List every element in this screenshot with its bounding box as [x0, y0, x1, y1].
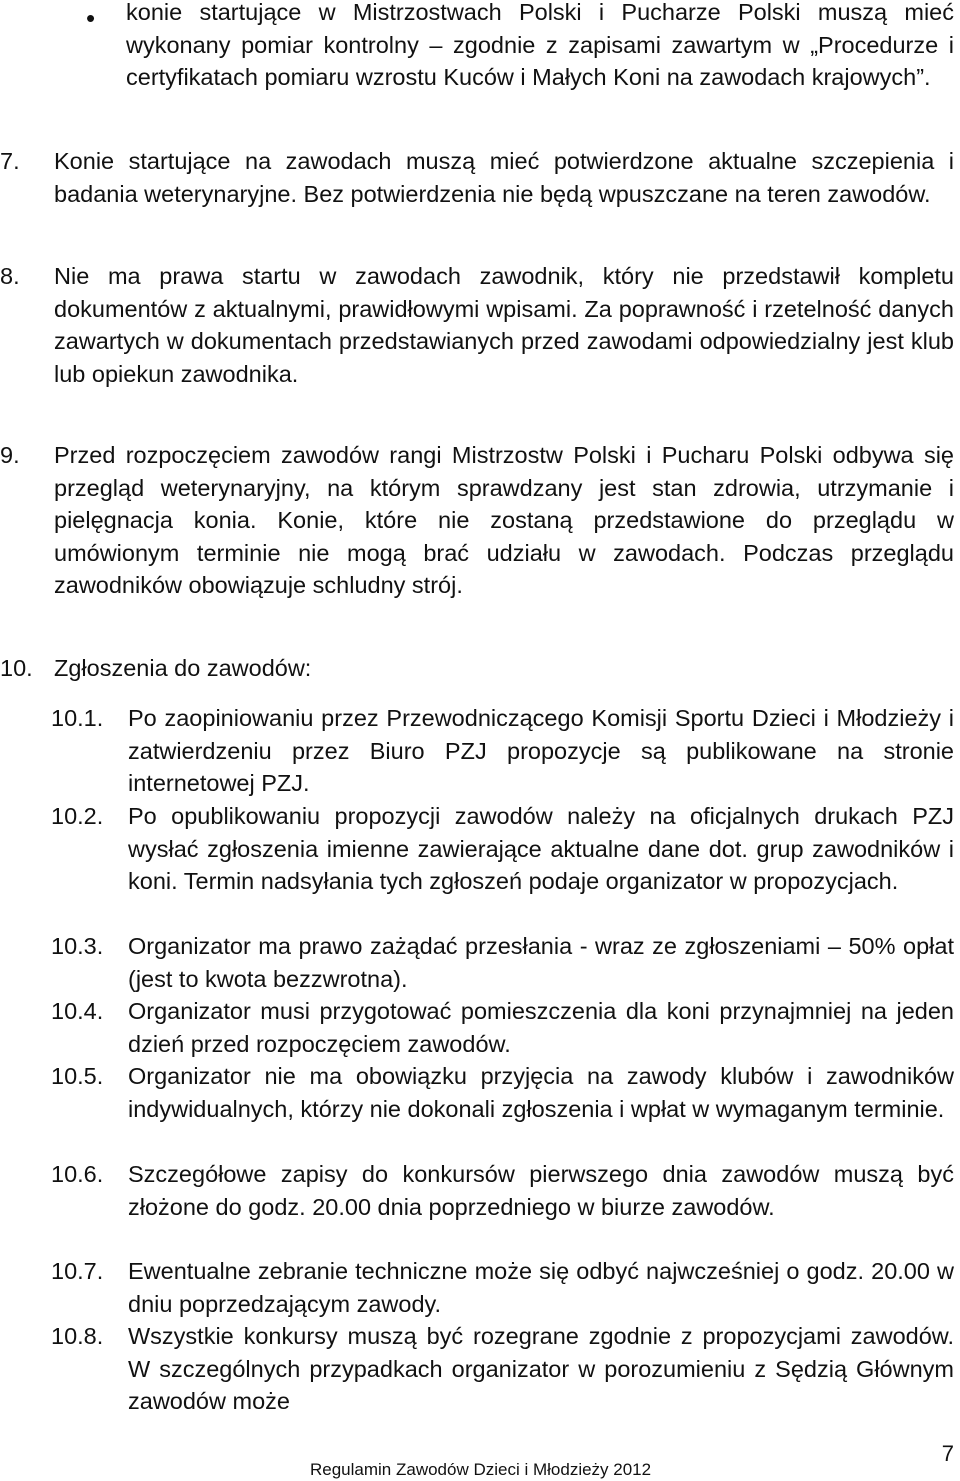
list-item-9 — [0, 439, 954, 602]
sub-item-text: Organizator musi przygotować pomieszczenia dla koni przynajmniej na jeden dzień przed rozpoczęciem zawodów. — [128, 998, 954, 1057]
sub-item-text: Wszystkie konkursy muszą być rozegrane zgodnie z propozycjami zawodów. W szczególnych przypadkach organizator w porozumieniu z Sędzią Głównym zawodów może — [128, 1323, 954, 1414]
sub-item-10-6 — [51, 1158, 954, 1223]
item-number: 10. — [0, 655, 33, 681]
item-number: 9. — [0, 442, 20, 468]
list-item-7 — [0, 145, 954, 210]
sub-item-number: 10.2. — [51, 803, 104, 829]
sub-item-number: 10.6. — [51, 1161, 104, 1187]
bullet-item — [86, 0, 954, 94]
sub-item-number: 10.3. — [51, 933, 104, 959]
sub-item-text: Ewentualne zebranie techniczne może się odbyć najwcześniej o godz. 20.00 w dniu poprzedzającym zawody. — [128, 1258, 954, 1317]
sub-item-number: 10.7. — [51, 1258, 104, 1284]
sub-item-number: 10.4. — [51, 998, 104, 1024]
list-item-10 — [0, 652, 954, 685]
sub-item-10-5 — [51, 1060, 954, 1125]
sub-item-text: Po opublikowaniu propozycji zawodów należy na oficjalnych drukach PZJ wysłać zgłoszenia imienne zawierające aktualne dane dot. grup zawodników i koni. Termin nadsyłania tych zgłoszeń podaje organizator w propozycjach. — [128, 803, 954, 894]
list-item-8 — [0, 260, 954, 390]
sub-item-10-7 — [51, 1255, 954, 1320]
sub-item-10-3 — [51, 930, 954, 995]
item-text: Nie ma prawa startu w zawodach zawodnik, który nie przedstawił kompletu dokumentów z aktualnymi, prawidłowymi wpisami. Za poprawność i rzetelność danych zawartych w dokumentach przedstawianych przed zawodami odpowiedzialny jest klub lub opiekun zawodnika. — [54, 263, 954, 387]
sub-item-10-4 — [51, 995, 954, 1060]
page-number: 7 — [941, 1441, 954, 1466]
sub-item-number: 10.1. — [51, 705, 104, 731]
page-footer: Regulamin Zawodów Dzieci i Młodzieży 2012 — [310, 1460, 652, 1479]
sub-item-10-1 — [51, 702, 954, 800]
sub-item-text: Po zaopiniowaniu przez Przewodniczącego Komisji Sportu Dzieci i Młodzieży i zatwierdzeniu przez Biuro PZJ propozycje są publikowane na stronie internetowej PZJ. — [128, 705, 954, 796]
sub-item-10-2 — [51, 800, 954, 898]
sub-item-text: Szczegółowe zapisy do konkursów pierwszego dnia zawodów muszą być złożone do godz. 20.00 dnia poprzedniego w biurze zawodów. — [128, 1161, 954, 1220]
item-text: Konie startujące na zawodach muszą mieć potwierdzone aktualne szczepienia i badania weterynaryjne. Bez potwierdzenia nie będą wpuszczane na teren zawodów. — [54, 148, 954, 207]
item-text: Przed rozpoczęciem zawodów rangi Mistrzostw Polski i Pucharu Polski odbywa się przegląd weterynaryjny, na którym sprawdzany jest stan zdrowia, utrzymanie i pielęgnacja konia. Konie, które nie zostaną przedstawione do przeglądu w umówionym terminie nie mogą brać udziału w zawodach. Podczas przeglądu zawodników obowiązuje schludny strój. — [54, 442, 954, 598]
sub-item-number: 10.5. — [51, 1063, 104, 1089]
item-text: Zgłoszenia do zawodów: — [54, 655, 312, 681]
sub-item-number: 10.8. — [51, 1323, 104, 1349]
bullet-dot-icon: • — [86, 3, 96, 33]
sub-item-10-8 — [51, 1320, 954, 1418]
sub-item-text: Organizator ma prawo zażądać przesłania - wraz ze zgłoszeniami – 50% opłat (jest to kwota bezzwrotna). — [128, 933, 954, 992]
bullet-text: konie startujące w Mistrzostwach Polski i Pucharze Polski muszą mieć wykonany pomiar kontrolny – zgodnie z zapisami zawartym w „Procedurze i certyfikatach pomiaru wzrostu Kuców i Małych Koni na zawodach krajowych”. — [126, 0, 954, 90]
item-number: 7. — [0, 148, 20, 174]
item-number: 8. — [0, 263, 20, 289]
sub-item-text: Organizator nie ma obowiązku przyjęcia na zawody klubów i zawodników indywidualnych, którzy nie dokonali zgłoszenia i wpłat w wymaganym terminie. — [128, 1063, 954, 1122]
